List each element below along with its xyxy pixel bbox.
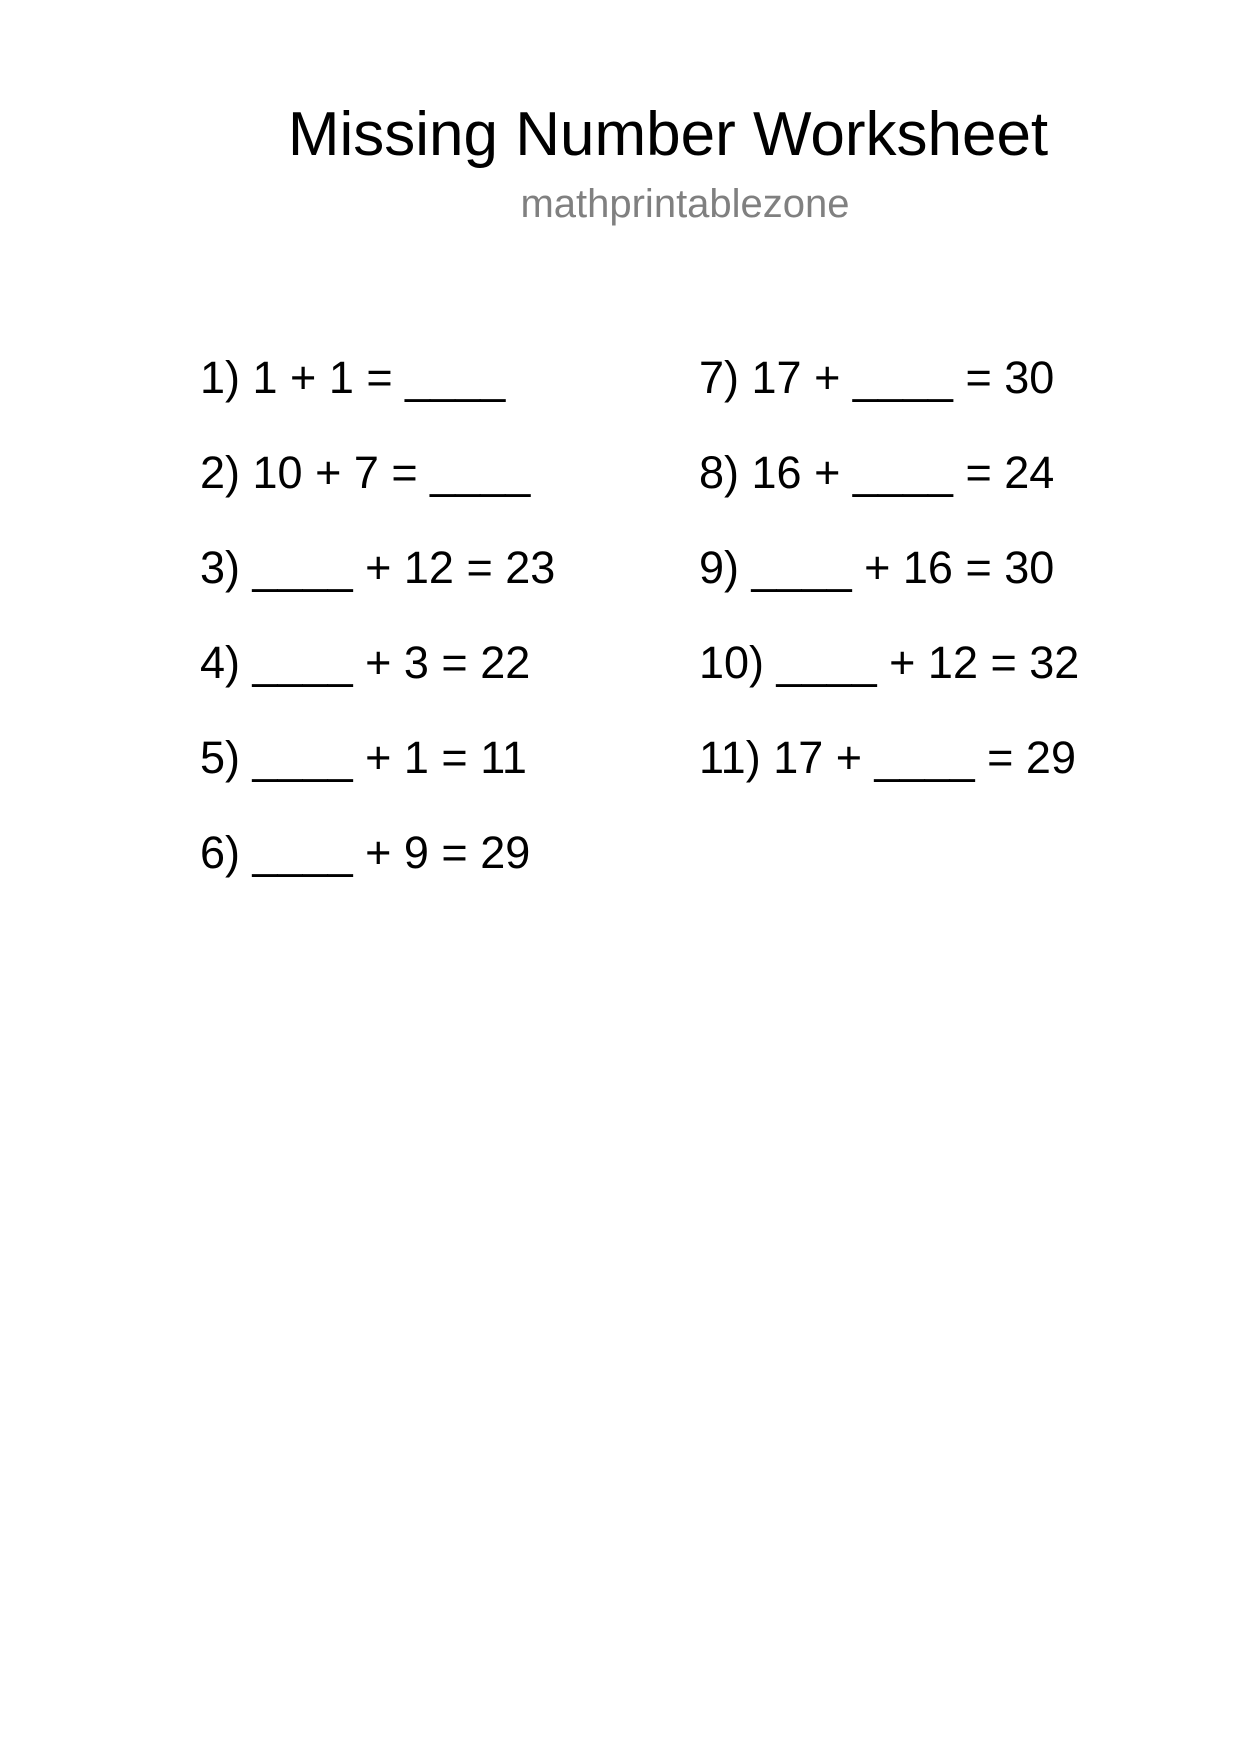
problem-7: 7) 17 + ____ = 30 <box>699 352 1055 403</box>
problem-2: 2) 10 + 7 = ____ <box>200 447 531 498</box>
worksheet-subtitle: mathprintablezone <box>520 182 850 226</box>
problem-10: 10) ____ + 12 = 32 <box>699 637 1080 688</box>
problem-8: 8) 16 + ____ = 24 <box>699 447 1055 498</box>
problem-9: 9) ____ + 16 = 30 <box>699 542 1055 593</box>
problem-3: 3) ____ + 12 = 23 <box>200 542 556 593</box>
problem-5: 5) ____ + 1 = 11 <box>200 732 527 783</box>
problems-column-right <box>699 352 1079 827</box>
worksheet-title: Missing Number Worksheet <box>287 100 1049 169</box>
problem-11: 11) 17 + ____ = 29 <box>699 732 1076 783</box>
problems-column-left <box>200 352 555 922</box>
problem-6: 6) ____ + 9 = 29 <box>200 827 531 878</box>
problem-4: 4) ____ + 3 = 22 <box>200 637 531 688</box>
problem-1: 1) 1 + 1 = ____ <box>200 352 506 403</box>
